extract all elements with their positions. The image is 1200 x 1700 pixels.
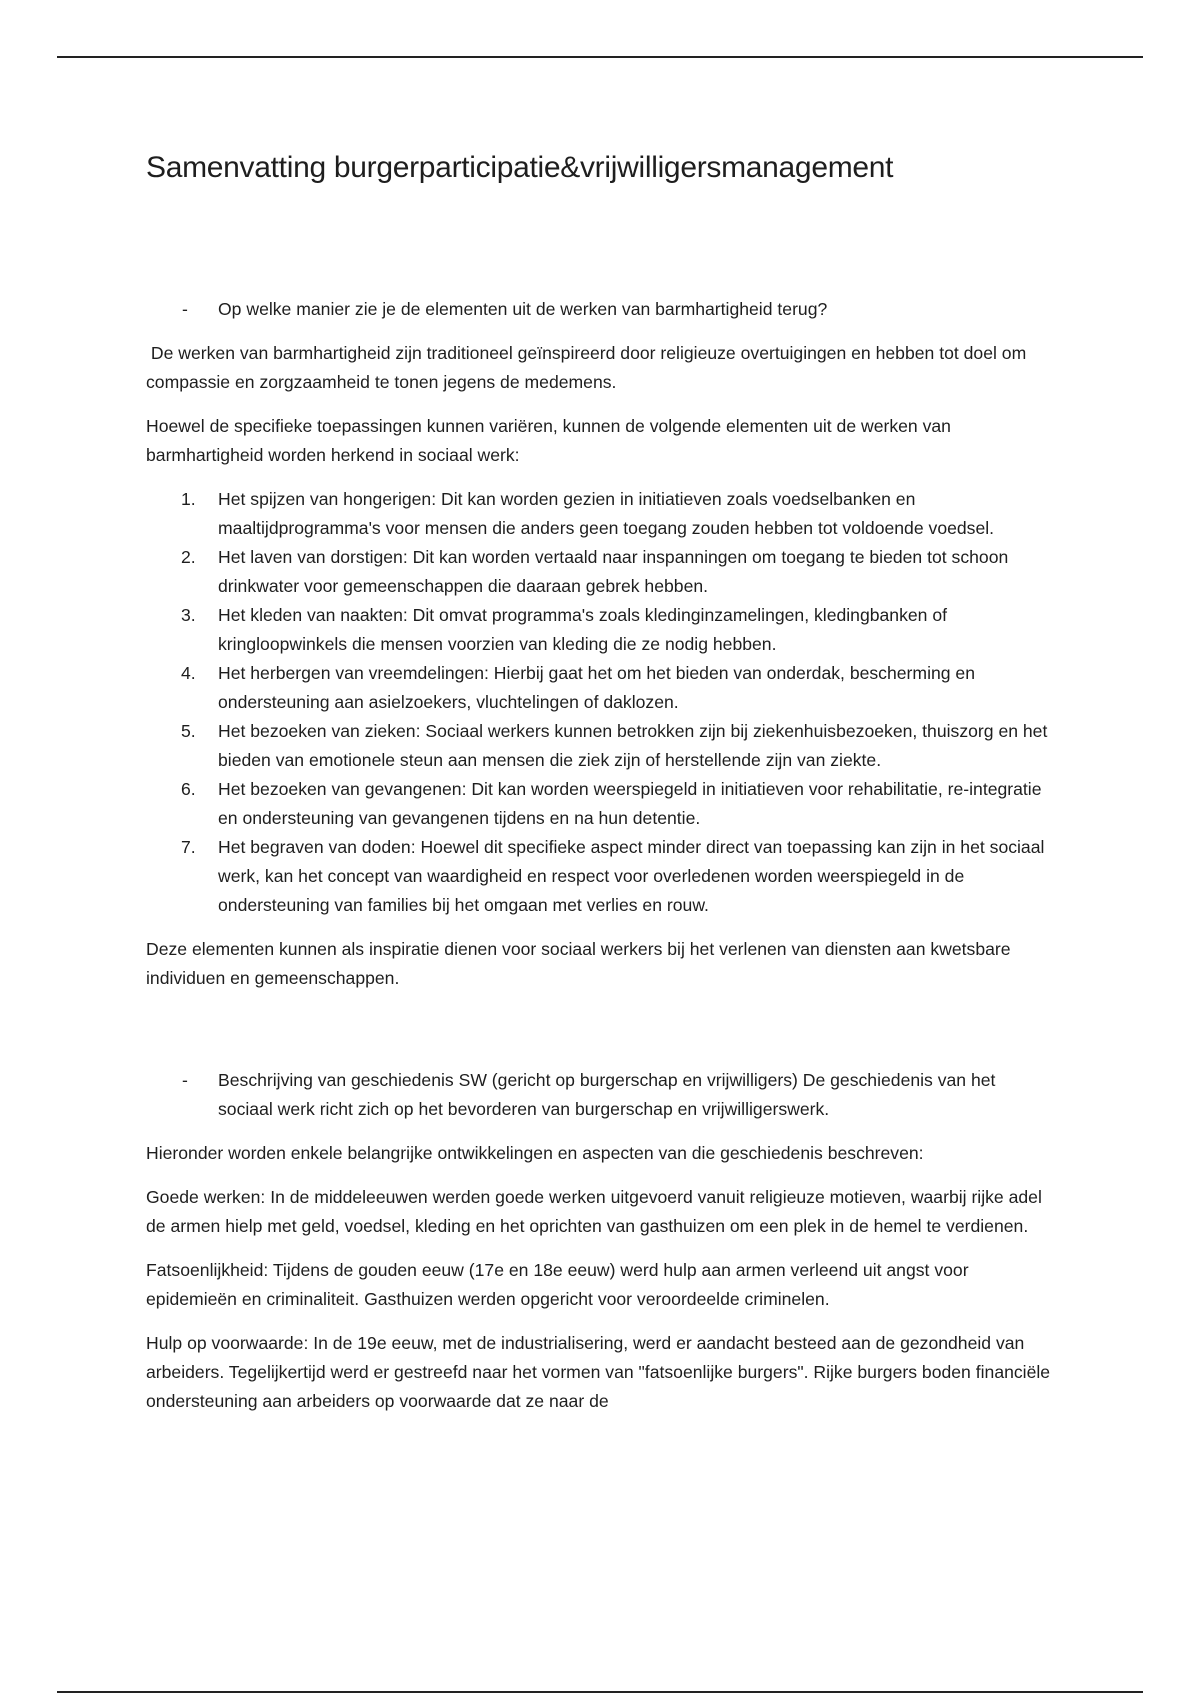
history-heading-text: Beschrijving van geschiedenis SW (gericht op burgerschap en vrijwilligers) De geschiedenis van het sociaal werk richt zich op het bevorderen van burgerschap en vrijwilligerswerk. — [218, 1070, 996, 1119]
history-paragraph-fatsoenlijkheid: Fatsoenlijkheid: Tijdens de gouden eeuw (17e en 18e eeuw) werd hulp aan armen verleend uit angst voor epidemieën en criminaliteit. Gasthuizen werden opgericht voor veroordeelde criminelen. — [146, 1260, 969, 1309]
list-item-text: Het spijzen van hongerigen: Dit kan worden gezien in initiatieven zoals voedselbanken en maaltijdprogramma's voor mensen die anders geen toegang zouden hebben tot voldoende voedsel. — [218, 489, 995, 538]
list-number: 2. — [181, 547, 196, 567]
question-text: Op welke manier zie je de elementen uit de werken van barmhartigheid terug? — [218, 299, 828, 319]
document-title: Samenvatting burgerparticipatie&vrijwilligersmanagement — [146, 151, 894, 184]
list-number: 3. — [181, 605, 196, 625]
history-lead-paragraph: Hieronder worden enkele belangrijke ontwikkelingen en aspecten van die geschiedenis beschreven: — [146, 1143, 924, 1163]
list-item-text: Het bezoeken van gevangenen: Dit kan worden weerspiegeld in initiatieven voor rehabilitatie, re-integratie en ondersteuning van gevangenen tijdens en na hun detentie. — [218, 779, 1042, 828]
list-item-text: Het begraven van doden: Hoewel dit specifieke aspect minder direct van toepassing kan zijn in het sociaal werk, kan het concept van waardigheid en respect voor overledenen worden weerspiegeld in de ondersteuning van families bij het omgaan met verlies en rouw. — [218, 837, 1045, 915]
list-item-text: Het herbergen van vreemdelingen: Hierbij gaat het om het bieden van onderdak, bescherming en ondersteuning aan asielzoekers, vluchtelingen of daklozen. — [218, 663, 976, 712]
intro-paragraph: De werken van barmhartigheid zijn traditioneel geïnspireerd door religieuze overtuigingen en hebben tot doel om compassie en zorgzaamheid te tonen jegens de medemens. — [146, 343, 1032, 392]
list-number: 7. — [181, 837, 196, 857]
history-bullet — [146, 1066, 1051, 1124]
bullet-marker: - — [182, 299, 188, 319]
list-number: 6. — [181, 779, 196, 799]
list-number: 4. — [181, 663, 196, 683]
list-item — [146, 833, 1051, 920]
section-1 — [146, 295, 1051, 993]
bullet-marker: - — [182, 1070, 188, 1090]
list-item — [146, 543, 1051, 601]
list-item — [146, 775, 1051, 833]
document-body — [146, 145, 1051, 1416]
history-paragraph-goede-werken: Goede werken: In de middeleeuwen werden goede werken uitgevoerd vanuit religieuze motieven, waarbij rijke adel de armen hielp met geld, voedsel, kleding en het oprichten van gasthuizen om een plek in de hemel te verdienen. — [146, 1187, 1042, 1236]
conclusion-paragraph: Deze elementen kunnen als inspiratie dienen voor sociaal werkers bij het verlenen van diensten aan kwetsbare individuen en gemeenschappen. — [146, 939, 1011, 988]
list-item — [146, 485, 1051, 543]
list-item — [146, 717, 1051, 775]
section-2 — [146, 1066, 1051, 1416]
list-item-text: Het bezoeken van zieken: Sociaal werkers kunnen betrokken zijn bij ziekenhuisbezoeken, thuiszorg en het bieden van emotionele steun aan mensen die ziek zijn of herstellende zijn van ziekte. — [218, 721, 1048, 770]
history-paragraph-hulp-op-voorwaarde: Hulp op voorwaarde: In de 19e eeuw, met de industrialisering, werd er aandacht besteed aan de gezondheid van arbeiders. Tegelijkertijd werd er gestreefd naar het vormen van "fatsoenlijke burgers". Rijke burgers boden financiële ondersteuning aan arbeiders op voorwaarde dat ze naar de — [146, 1333, 1051, 1411]
lead-paragraph: Hoewel de specifieke toepassingen kunnen variëren, kunnen de volgende elementen uit de werken van barmhartigheid worden herkend in sociaal werk: — [146, 416, 951, 465]
list-number: 1. — [181, 489, 196, 509]
works-of-mercy-list — [146, 485, 1051, 920]
list-item — [146, 601, 1051, 659]
list-item-text: Het kleden van naakten: Dit omvat programma's zoals kledinginzamelingen, kledingbanken of kringloopwinkels die mensen voorzien van kleding die ze nodig hebben. — [218, 605, 948, 654]
list-number: 5. — [181, 721, 196, 741]
question-bullet — [146, 295, 1051, 324]
page-bottom-rule — [57, 1691, 1143, 1693]
list-item-text: Het laven van dorstigen: Dit kan worden vertaald naar inspanningen om toegang te bieden tot schoon drinkwater voor gemeenschappen die daaraan gebrek hebben. — [218, 547, 1009, 596]
list-item — [146, 659, 1051, 717]
page-top-rule — [57, 56, 1143, 58]
